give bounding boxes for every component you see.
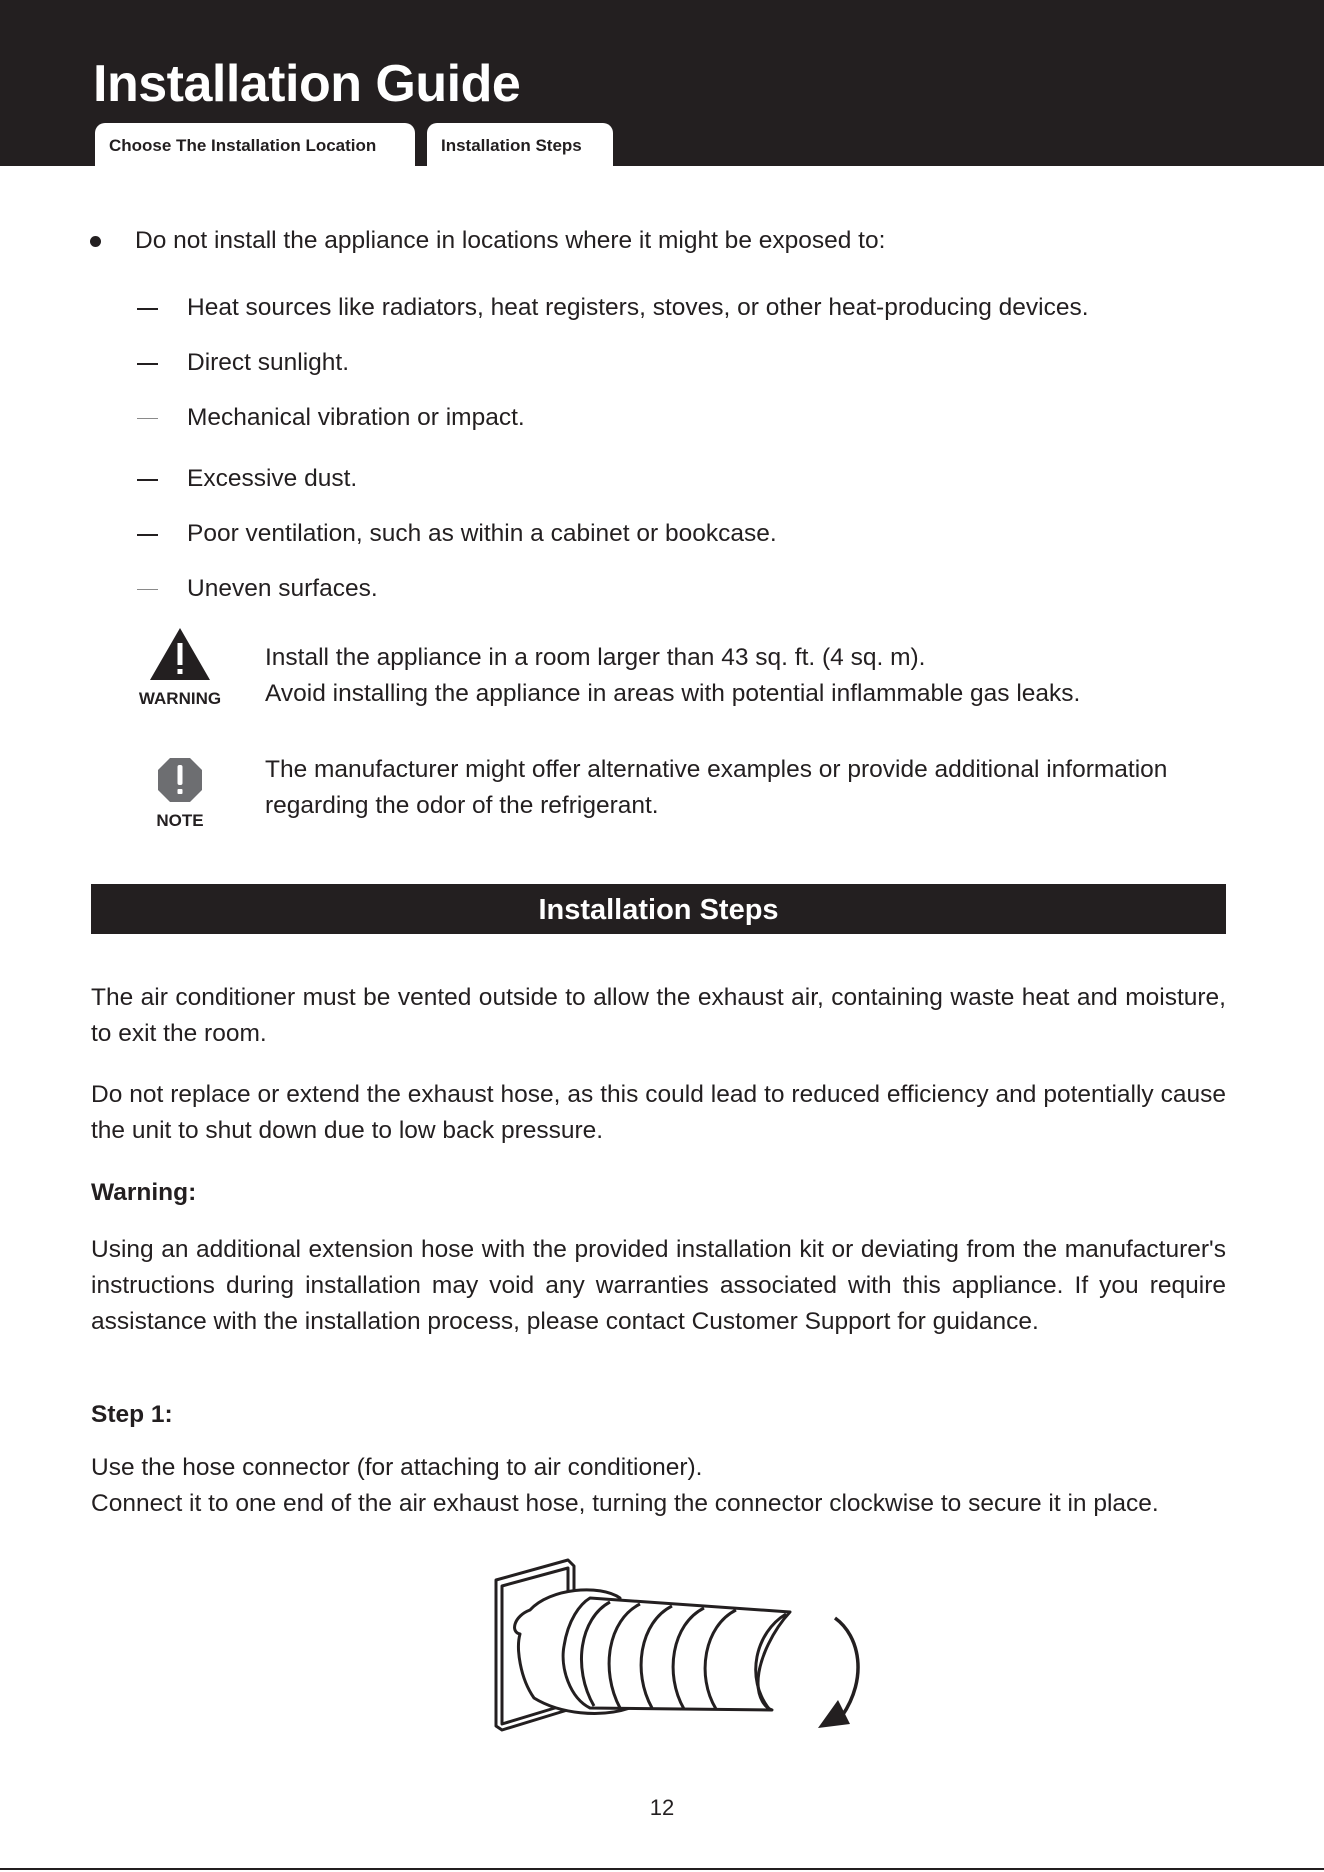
bottom-rule [0,1868,1324,1870]
dash-marker [137,589,158,590]
paragraph-warning: Using an additional extension hose with the provided installation kit or deviating from the manufacturer's instructions during installation may void any warranties associated with this appliance. If you require assistance with the installation process, please contact Customer Support for guidance. [91,1236,1226,1335]
paragraph-venting: The air conditioner must be vented outside to allow the exhaust air, containing waste heat and moisture, to exit the room. [91,984,1226,1047]
note-block [130,756,230,831]
bullet-dot [90,236,101,247]
tab-installation-steps[interactable]: Installation Steps [427,123,613,166]
dash-marker [137,418,158,419]
list-item-text: Excessive dust. [187,465,358,492]
warning-block [130,626,230,709]
list-item-text: Direct sunlight. [187,349,350,376]
dash-marker [137,308,158,310]
dash-marker [137,534,158,536]
step1-heading: Step 1: [91,1401,173,1428]
hose-connector-illustration [490,1558,880,1738]
warning-heading: Warning: [91,1179,197,1206]
warning-text [265,640,1265,712]
list-item-text: Heat sources like radiators, heat registers, stoves, or other heat-producing devices. [187,294,1089,321]
list-item-text: Uneven surfaces. [187,575,378,602]
list-item-text: Poor ventilation, such as within a cabinet or bookcase. [187,520,777,547]
exclamation-octagon-icon [156,756,204,804]
warning-triangle-icon [148,626,212,682]
warning-caption: WARNING [138,689,222,708]
paragraph-exhaust-hose: Do not replace or extend the exhaust hose, as this could lead to reduced efficiency and potentially cause the unit to shut down due to low back pressure. [91,1081,1226,1144]
header-bar [0,0,1324,166]
warning-line: Avoid installing the appliance in areas with potential inflammable gas leaks. [265,680,1081,707]
section-heading-installation-steps: Installation Steps [91,884,1226,934]
step1-text [91,1450,1226,1522]
dash-marker [137,363,158,365]
location-intro-text: Do not install the appliance in locations where it might be exposed to: [135,227,886,254]
step1-line: Use the hose connector (for attaching to air conditioner). [91,1454,703,1481]
tab-choose-location[interactable]: Choose The Installation Location [95,123,415,166]
page-title: Installation Guide [93,55,521,113]
note-text: The manufacturer might offer alternative examples or provide additional information regarding the odor of the refrigerant. [265,756,1168,819]
step1-line: Connect it to one end of the air exhaust hose, turning the connector clockwise to secure it in place. [91,1490,1159,1517]
page-number: 12 [649,1795,675,1820]
note-caption: NOTE [156,811,204,830]
list-item-text: Mechanical vibration or impact. [187,404,525,431]
warning-line: Install the appliance in a room larger than 43 sq. ft. (4 sq. m). [265,644,926,671]
dash-marker [137,479,158,481]
